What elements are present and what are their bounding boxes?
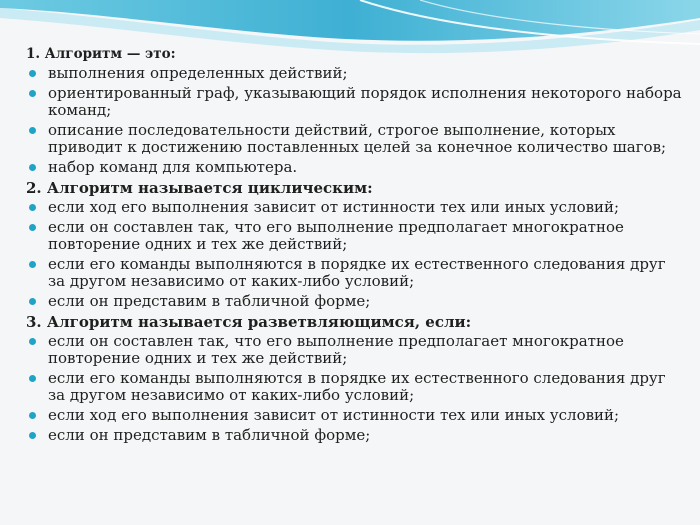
- section-2-heading: 2. Алгоритм называется циклическим:: [26, 179, 373, 197]
- slide-content: [26, 42, 686, 447]
- section-1-list: [26, 65, 686, 176]
- list-item: если он составлен так, что его выполнение предполагает многократное повторение одних и тех же действий;: [26, 333, 686, 367]
- list-item: набор команд для компьютера.: [26, 159, 686, 176]
- section-3-list: [26, 333, 686, 444]
- list-item: описание последовательности действий, строгое выполнение, которых приводит к достижению поставленных целей за конечное количество шагов;: [26, 122, 686, 156]
- list-item: если он представим в табличной форме;: [26, 293, 686, 310]
- section-3-heading: 3. Алгоритм называется разветвляющимся, если:: [26, 313, 472, 331]
- list-item: если его команды выполняются в порядке их естественного следования друг за другом независимо от каких-либо условий;: [26, 370, 686, 404]
- section-1-heading: 1. Алгоритм — это:: [26, 46, 176, 62]
- list-item: если его команды выполняются в порядке их естественного следования друг за другом независимо от каких-либо условий;: [26, 256, 686, 290]
- list-item: ориентированный граф, указывающий порядок исполнения некоторого набора команд;: [26, 85, 686, 119]
- list-item: выполнения определенных действий;: [26, 65, 686, 82]
- section-2-list: [26, 199, 686, 310]
- list-item: если ход его выполнения зависит от истинности тех или иных условий;: [26, 199, 686, 216]
- list-item: если ход его выполнения зависит от истинности тех или иных условий;: [26, 407, 686, 424]
- list-item: если он представим в табличной форме;: [26, 427, 686, 444]
- list-item: если он составлен так, что его выполнение предполагает многократное повторение одних и тех же действий;: [26, 219, 686, 253]
